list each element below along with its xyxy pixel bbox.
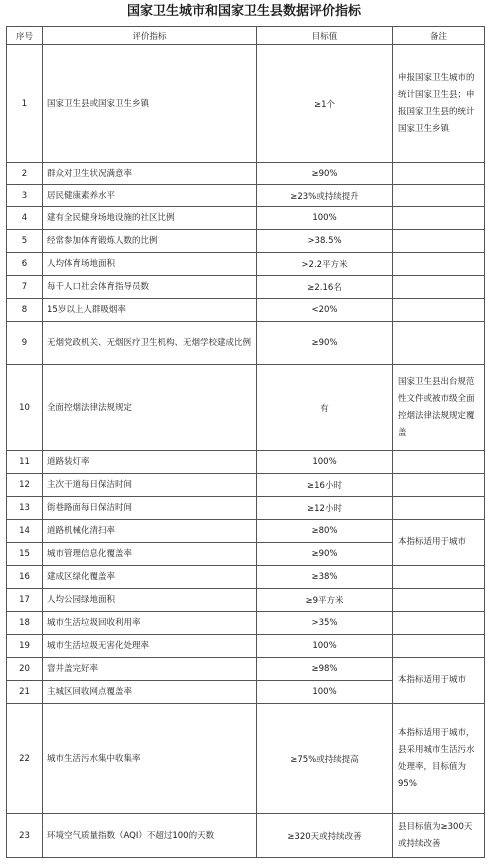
row-no: 14 [7, 520, 43, 543]
row-no: 16 [7, 566, 43, 589]
row-target: ≥98% [257, 658, 393, 681]
row-note: 县目标值为≥300天或持续改善 [393, 814, 485, 858]
table-row [7, 451, 485, 474]
table-header-row [7, 27, 485, 45]
row-target: ≥320天或持续改善 [257, 814, 393, 858]
row-note [393, 230, 485, 253]
row-no: 11 [7, 451, 43, 474]
row-target: ≥38% [257, 566, 393, 589]
row-no: 3 [7, 185, 43, 207]
table-row [7, 704, 485, 814]
row-indicator: 城市生活污水集中收集率 [43, 704, 257, 814]
table-row [7, 658, 485, 681]
row-no: 22 [7, 704, 43, 814]
header-target: 目标值 [257, 27, 393, 45]
header-no: 序号 [7, 27, 43, 45]
row-note [393, 322, 485, 365]
table-row [7, 520, 485, 543]
row-target: >38.5% [257, 230, 393, 253]
row-indicator: 主次干道每日保洁时间 [43, 474, 257, 497]
row-note [393, 276, 485, 299]
row-no: 20 [7, 658, 43, 681]
table-row [7, 365, 485, 451]
row-target: <20% [257, 299, 393, 322]
row-target: ≥75%或持续提高 [257, 704, 393, 814]
table-row [7, 635, 485, 658]
row-note: 本指标适用于城市，县采用城市生活污水处理率，目标值为95% [393, 704, 485, 814]
row-note [393, 207, 485, 230]
row-target: ≥80% [257, 520, 393, 543]
row-target: 100% [257, 207, 393, 230]
row-indicator: 道路装灯率 [43, 451, 257, 474]
row-indicator: 每千人口社会体育指导员数 [43, 276, 257, 299]
row-note: 申报国家卫生城市的统计国家卫生县；申报国家卫生县的统计国家卫生乡镇 [393, 45, 485, 163]
table-row [7, 207, 485, 230]
table-row [7, 474, 485, 497]
row-target: 100% [257, 681, 393, 704]
indicator-table [6, 26, 485, 858]
row-target: 100% [257, 451, 393, 474]
row-target: ≥90% [257, 163, 393, 185]
row-indicator: 居民健康素养水平 [43, 185, 257, 207]
table-row [7, 497, 485, 520]
row-no: 10 [7, 365, 43, 451]
table-row [7, 45, 485, 163]
row-indicator: 建成区绿化覆盖率 [43, 566, 257, 589]
row-indicator: 人均公园绿地面积 [43, 589, 257, 612]
row-indicator: 15岁以上人群吸烟率 [43, 299, 257, 322]
row-target: ≥90% [257, 322, 393, 365]
table-row [7, 814, 485, 858]
row-indicator: 城市生活垃圾无害化处理率 [43, 635, 257, 658]
row-indicator: 经常参加体育锻炼人数的比例 [43, 230, 257, 253]
table-row [7, 612, 485, 635]
table-row [7, 163, 485, 185]
row-note [393, 185, 485, 207]
row-indicator: 群众对卫生状况满意率 [43, 163, 257, 185]
row-indicator: 人均体育场地面积 [43, 253, 257, 276]
row-no: 15 [7, 543, 43, 566]
table-row [7, 253, 485, 276]
row-no: 9 [7, 322, 43, 365]
table-row [7, 185, 485, 207]
row-indicator: 城市管理信息化覆盖率 [43, 543, 257, 566]
row-note [393, 474, 485, 497]
row-target: ≥16小时 [257, 474, 393, 497]
row-indicator: 街巷路面每日保洁时间 [43, 497, 257, 520]
table-row [7, 299, 485, 322]
row-target: ≥12小时 [257, 497, 393, 520]
row-no: 21 [7, 681, 43, 704]
row-no: 5 [7, 230, 43, 253]
row-indicator: 建有全民健身场地设施的社区比例 [43, 207, 257, 230]
row-no: 6 [7, 253, 43, 276]
table-row [7, 322, 485, 365]
row-note: 本指标适用于城市 [393, 658, 485, 704]
row-note: 国家卫生县出台规范性文件或被市级全面控烟法律法规规定覆盖 [393, 365, 485, 451]
row-no: 7 [7, 276, 43, 299]
header-note: 备注 [393, 27, 485, 45]
table-row [7, 230, 485, 253]
row-no: 23 [7, 814, 43, 858]
row-no: 12 [7, 474, 43, 497]
row-indicator: 国家卫生县或国家卫生乡镇 [43, 45, 257, 163]
table-row [7, 589, 485, 612]
row-note [393, 589, 485, 612]
row-no: 1 [7, 45, 43, 163]
row-indicator: 窨井盖完好率 [43, 658, 257, 681]
row-indicator: 全面控烟法律法规规定 [43, 365, 257, 451]
row-note [393, 299, 485, 322]
row-target: ≥90% [257, 543, 393, 566]
row-note [393, 612, 485, 635]
row-no: 17 [7, 589, 43, 612]
row-indicator: 道路机械化清扫率 [43, 520, 257, 543]
row-note [393, 253, 485, 276]
row-indicator: 无烟党政机关、无烟医疗卫生机构、无烟学校建成比例 [43, 322, 257, 365]
row-note: 本指标适用于城市 [393, 520, 485, 566]
row-no: 19 [7, 635, 43, 658]
header-indicator: 评价指标 [43, 27, 257, 45]
row-no: 4 [7, 207, 43, 230]
row-note [393, 451, 485, 474]
row-target: 100% [257, 635, 393, 658]
row-no: 13 [7, 497, 43, 520]
row-note [393, 635, 485, 658]
row-note [393, 566, 485, 589]
row-target: ≥2.16名 [257, 276, 393, 299]
row-target: >35% [257, 612, 393, 635]
table-row [7, 276, 485, 299]
page-title: 国家卫生城市和国家卫生县数据评价指标 [126, 4, 361, 19]
row-note [393, 163, 485, 185]
row-note [393, 497, 485, 520]
row-target: ≥23%或持续提升 [257, 185, 393, 207]
row-no: 2 [7, 163, 43, 185]
row-indicator: 城市生活垃圾回收利用率 [43, 612, 257, 635]
row-no: 8 [7, 299, 43, 322]
row-indicator: 主城区回收网点覆盖率 [43, 681, 257, 704]
row-target: ≥9平方米 [257, 589, 393, 612]
row-target: 有 [257, 365, 393, 451]
row-indicator: 环境空气质量指数（AQI）不超过100的天数 [43, 814, 257, 858]
row-target: ≥1个 [257, 45, 393, 163]
table-row [7, 566, 485, 589]
row-no: 18 [7, 612, 43, 635]
row-target: >2.2平方米 [257, 253, 393, 276]
